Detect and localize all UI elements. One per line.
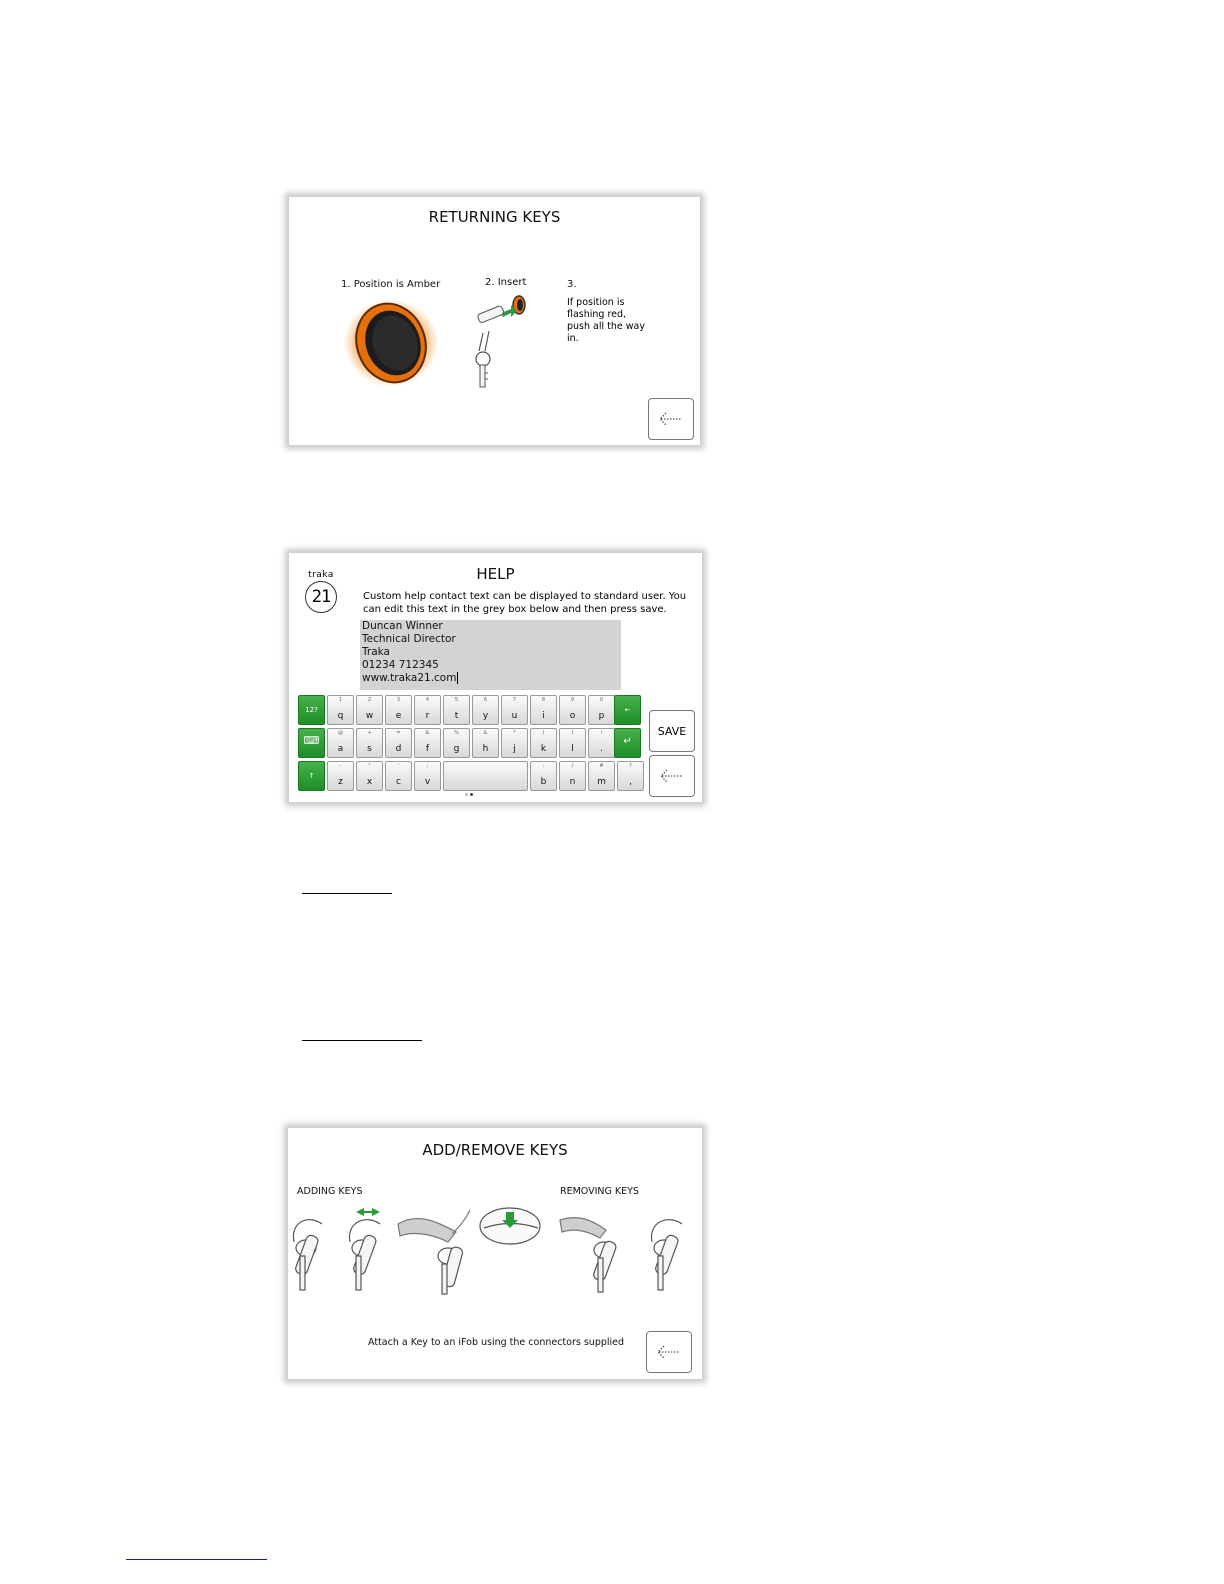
page-dot-inactive xyxy=(465,793,468,796)
step3-text xyxy=(567,297,645,345)
key-h[interactable]: & h xyxy=(472,728,499,758)
step3-number: 3. xyxy=(567,279,577,290)
key-b[interactable]: : b xyxy=(530,761,557,791)
back-button[interactable] xyxy=(648,398,694,440)
key-period[interactable]: ! . xyxy=(588,728,615,758)
key-g[interactable]: % g xyxy=(443,728,470,758)
add-remove-caption: Attach a Key to an iFob using the connectors supplied xyxy=(368,1337,625,1348)
help-instructions xyxy=(363,591,686,616)
heading-underline xyxy=(302,1040,422,1041)
instruction-line: Custom help contact text can be displayed to standard user. You xyxy=(363,591,687,602)
key-i[interactable]: 8 i xyxy=(530,695,557,725)
save-button[interactable]: SAVE xyxy=(649,710,695,752)
key-w[interactable]: 2 w xyxy=(356,695,383,725)
add-remove-keys-screen xyxy=(287,1127,703,1380)
attach-keys-illustration xyxy=(288,1202,704,1302)
returning-keys-screen xyxy=(288,196,701,446)
key-p[interactable]: 0 p xyxy=(588,695,615,725)
add-remove-title: ADD/REMOVE KEYS xyxy=(422,1141,568,1159)
onscreen-keyboard xyxy=(298,695,643,792)
keyboard-layout-key[interactable] xyxy=(298,728,325,758)
key-l[interactable]: ) l xyxy=(559,728,586,758)
contact-line: Duncan Winner xyxy=(362,620,443,632)
space-key[interactable] xyxy=(443,761,528,791)
key-u[interactable]: 7 u xyxy=(501,695,528,725)
key-d[interactable]: = d xyxy=(385,728,412,758)
back-button[interactable] xyxy=(649,755,695,797)
instruction-line: can edit this text in the grey box below and then press save. xyxy=(363,603,667,615)
backspace-key[interactable] xyxy=(614,695,641,725)
key-n[interactable]: / n xyxy=(559,761,586,791)
key-k[interactable]: ( k xyxy=(530,728,557,758)
key-m[interactable]: # m xyxy=(588,761,615,791)
help-contact-textarea[interactable] xyxy=(360,620,621,690)
key-v[interactable]: ; v xyxy=(414,761,441,791)
insert-key-illustration xyxy=(469,293,531,393)
heading-underline xyxy=(302,893,392,894)
returning-keys-title: RETURNING KEYS xyxy=(428,208,561,226)
shift-icon: ↑ xyxy=(308,772,315,780)
removing-keys-label: REMOVING KEYS xyxy=(560,1186,639,1197)
mode-key[interactable]: 12? xyxy=(298,695,325,725)
key-r[interactable]: 4 r xyxy=(414,695,441,725)
contact-line xyxy=(362,672,619,685)
step3-line: flashing red, xyxy=(567,309,627,320)
key-comma[interactable]: ? , xyxy=(617,761,644,791)
back-arrow-icon xyxy=(659,768,685,784)
key-j[interactable]: * j xyxy=(501,728,528,758)
footer-link-underline xyxy=(126,1559,267,1560)
key-q[interactable]: 1 q xyxy=(327,695,354,725)
traka-logo xyxy=(301,570,341,613)
key-o[interactable]: 9 o xyxy=(559,695,586,725)
logo-word: traka xyxy=(308,570,334,580)
back-arrow-icon xyxy=(656,1344,682,1360)
backspace-icon: ← xyxy=(624,706,631,714)
contact-line: Traka xyxy=(362,646,390,658)
step1-label: 1. Position is Amber xyxy=(341,279,441,290)
contact-url: www.traka21.com xyxy=(362,672,457,684)
key-y[interactable]: 6 y xyxy=(472,695,499,725)
key-x[interactable]: " x xyxy=(356,761,383,791)
key-a[interactable]: @ a xyxy=(327,728,354,758)
keyboard-page-indicator xyxy=(465,793,477,797)
key-z[interactable]: - z xyxy=(327,761,354,791)
enter-icon: ↵ xyxy=(623,736,632,747)
key-f[interactable]: & f xyxy=(414,728,441,758)
step3-line: push all the way xyxy=(567,321,645,332)
shift-key[interactable] xyxy=(298,761,325,791)
adding-keys-label: ADDING KEYS xyxy=(297,1186,363,1197)
key-e[interactable]: 3 e xyxy=(385,695,412,725)
step3-line: If position is xyxy=(567,297,625,308)
help-title: HELP xyxy=(476,565,515,583)
contact-line: 01234 712345 xyxy=(362,659,439,671)
step2-label: 2. Insert xyxy=(485,277,527,288)
key-s[interactable]: + s xyxy=(356,728,383,758)
page-dot-active xyxy=(470,793,473,796)
contact-line: Technical Director xyxy=(362,633,456,645)
step3-line: in. xyxy=(567,333,579,344)
logo-number-text: 21 xyxy=(311,587,331,607)
text-cursor xyxy=(457,672,458,684)
back-button[interactable] xyxy=(646,1331,692,1373)
help-screen xyxy=(288,552,703,803)
logo-number xyxy=(305,581,337,613)
enter-key[interactable] xyxy=(614,728,641,758)
key-t[interactable]: 5 t xyxy=(443,695,470,725)
keyboard-icon: ⌨ xyxy=(303,734,320,747)
back-arrow-icon xyxy=(658,411,684,427)
amber-position-illustration xyxy=(341,297,441,389)
key-c[interactable]: ' c xyxy=(385,761,412,791)
